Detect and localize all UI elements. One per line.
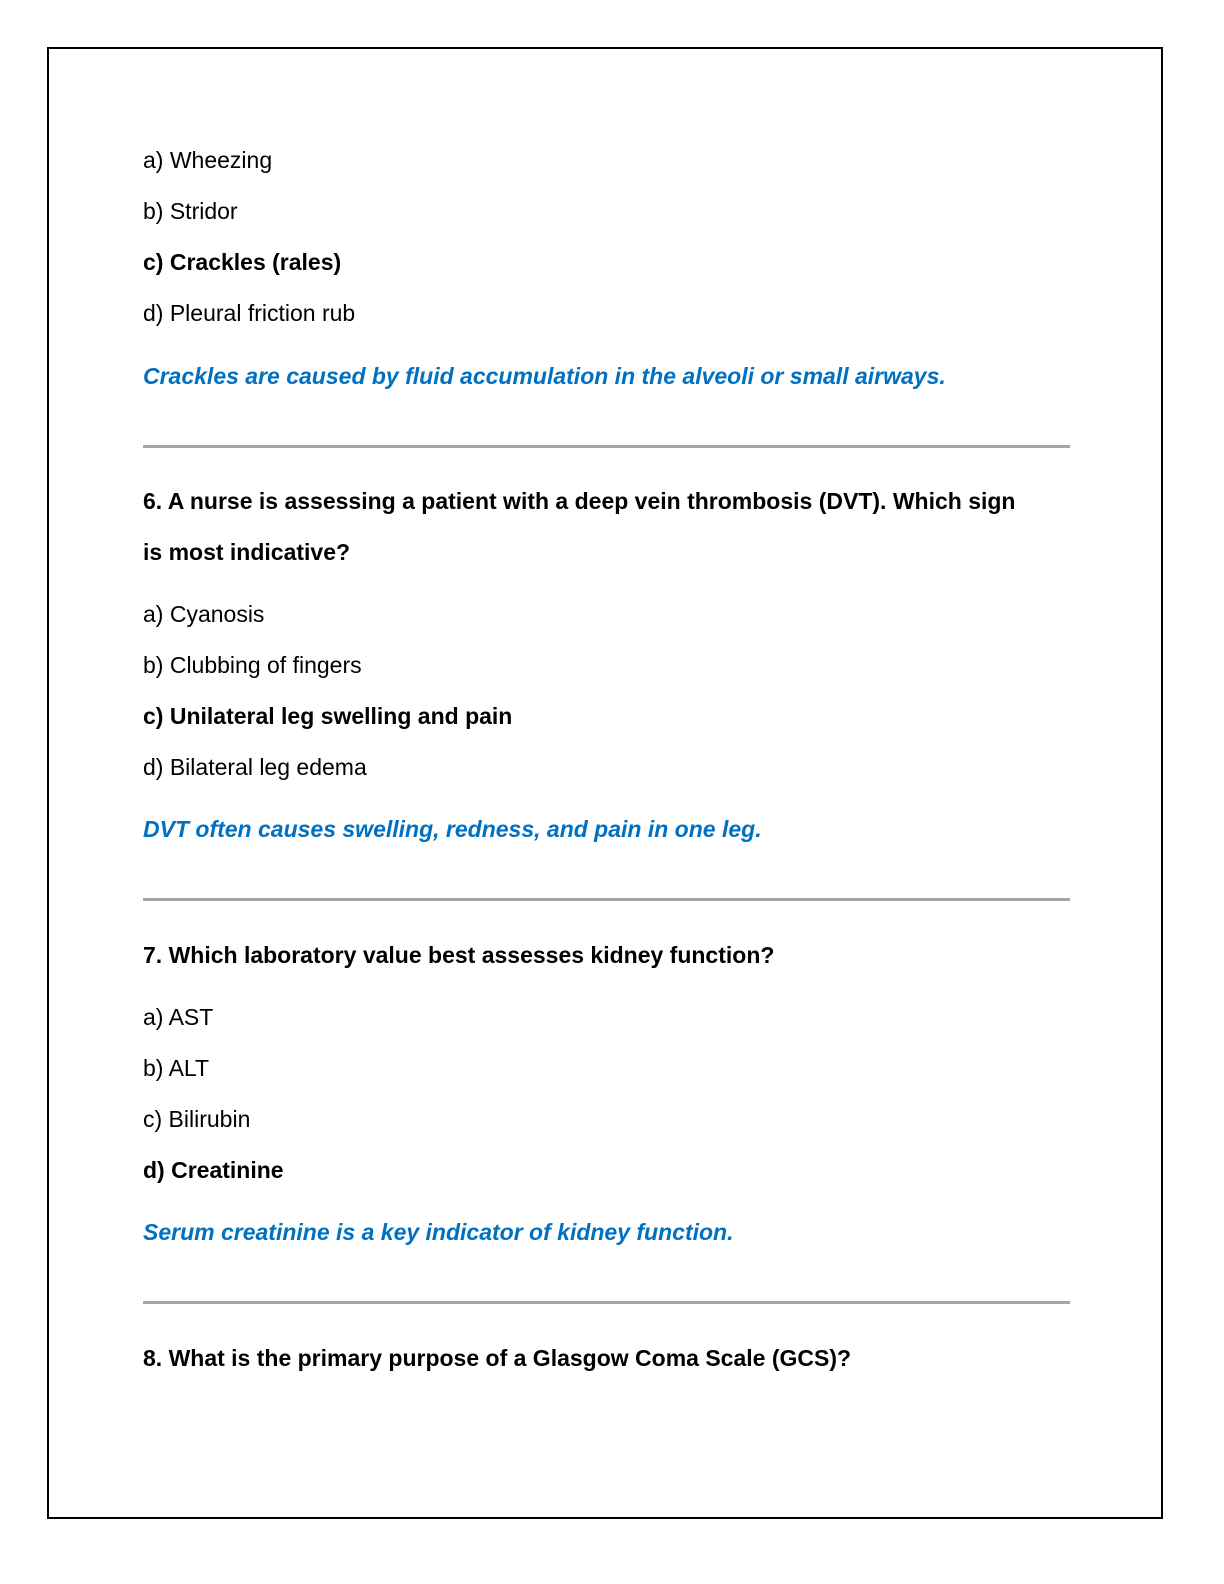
q5-option-c-correct: c) Crackles (rales) (143, 249, 342, 275)
q6-option-b: b) Clubbing of fingers (143, 652, 362, 678)
q6-option-a: a) Cyanosis (143, 601, 265, 627)
q6-option-c-correct: c) Unilateral leg swelling and pain (143, 703, 513, 729)
q7-option-c: c) Bilirubin (143, 1106, 251, 1132)
q6-question-line1: 6. A nurse is assessing a patient with a deep vein thrombosis (DVT). Which sign (143, 488, 1016, 514)
q5-option-d: d) Pleural friction rub (143, 300, 356, 326)
q7-option-b: b) ALT (143, 1055, 210, 1081)
q6-explanation: DVT often causes swelling, redness, and pain in one leg. (143, 816, 762, 842)
q6-option-d: d) Bilateral leg edema (143, 754, 367, 780)
divider-2 (143, 898, 1070, 901)
q5-option-b: b) Stridor (143, 198, 238, 224)
q7-explanation: Serum creatinine is a key indicator of kidney function. (143, 1219, 734, 1245)
divider-1 (143, 445, 1070, 448)
q8-question: 8. What is the primary purpose of a Glasgow Coma Scale (GCS)? (143, 1345, 852, 1371)
q5-option-a: a) Wheezing (143, 147, 273, 173)
q7-option-d-correct: d) Creatinine (143, 1157, 284, 1183)
q5-explanation: Crackles are caused by fluid accumulation in the alveoli or small airways. (143, 363, 946, 389)
q7-option-a: a) AST (143, 1004, 214, 1030)
divider-3 (143, 1301, 1070, 1304)
q6-question-line2: is most indicative? (143, 539, 351, 565)
q7-question: 7. Which laboratory value best assesses kidney function? (143, 942, 775, 968)
